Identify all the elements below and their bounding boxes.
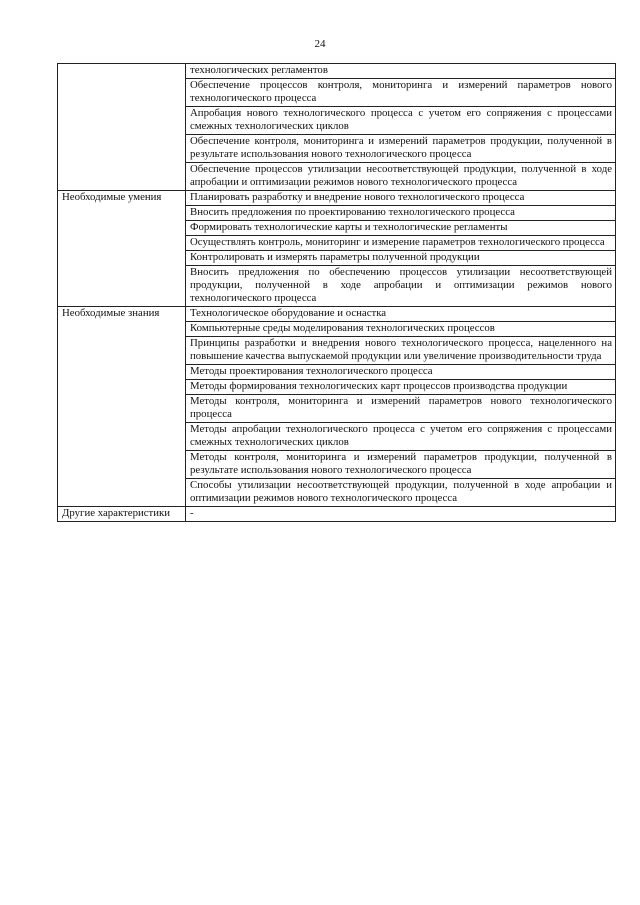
section-item: Технологическое оборудование и оснастка [186, 307, 616, 322]
section-item: Вносить предложения по проектированию технологического процесса [186, 206, 616, 221]
section-item: Вносить предложения по обеспечению процессов утилизации несоответствующей продукции, полученной в ходе апробации и оптимизации режимов нового технологического процесса [186, 266, 616, 307]
section-label [58, 64, 186, 191]
qualification-table [57, 63, 616, 522]
table-row [58, 307, 616, 322]
table-row [58, 191, 616, 206]
section-item: Принципы разработки и внедрения нового технологического процесса, нацеленного на повышение качества выпускаемой продукции или увеличение производительности труда [186, 337, 616, 365]
section-item: Методы апробации технологического процесса с учетом его сопряжения с процессами смежных технологических циклов [186, 423, 616, 451]
section-item: Методы контроля, мониторинга и измерений параметров нового технологического процесса [186, 395, 616, 423]
section-item: Формировать технологические карты и технологические регламенты [186, 221, 616, 236]
section-item: Апробация нового технологического процесса с учетом его сопряжения с процессами смежных технологических циклов [186, 107, 616, 135]
section-item: Методы формирования технологических карт процессов производства продукции [186, 380, 616, 395]
section-item: Методы проектирования технологического процесса [186, 365, 616, 380]
section-item: Планировать разработку и внедрение нового технологического процесса [186, 191, 616, 206]
section-label: Необходимые знания [58, 307, 186, 507]
section-item: Методы контроля, мониторинга и измерений параметров продукции, полученной в результате использования нового технологического процесса [186, 451, 616, 479]
other-characteristics-label: Другие характеристики [58, 507, 186, 522]
section-label: Необходимые умения [58, 191, 186, 307]
section-item: Осуществлять контроль, мониторинг и измерение параметров технологического процесса [186, 236, 616, 251]
section-item: Компьютерные среды моделирования технологических процессов [186, 322, 616, 337]
table-row [58, 64, 616, 79]
table-row [58, 507, 616, 522]
section-item: технологических регламентов [186, 64, 616, 79]
page-number: 24 [314, 38, 326, 50]
section-item: Способы утилизации несоответствующей продукции, полученной в ходе апробации и оптимизации режимов нового технологического процесса [186, 479, 616, 507]
other-characteristics-value: - [186, 507, 616, 522]
section-item: Обеспечение контроля, мониторинга и измерений параметров продукции, полученной в результате использования нового технологического процесса [186, 135, 616, 163]
section-item: Контролировать и измерять параметры полученной продукции [186, 251, 616, 266]
section-item: Обеспечение процессов утилизации несоответствующей продукции, полученной в ходе апробации и оптимизации режимов нового технологического процесса [186, 163, 616, 191]
section-item: Обеспечение процессов контроля, мониторинга и измерений параметров нового технологического процесса [186, 79, 616, 107]
